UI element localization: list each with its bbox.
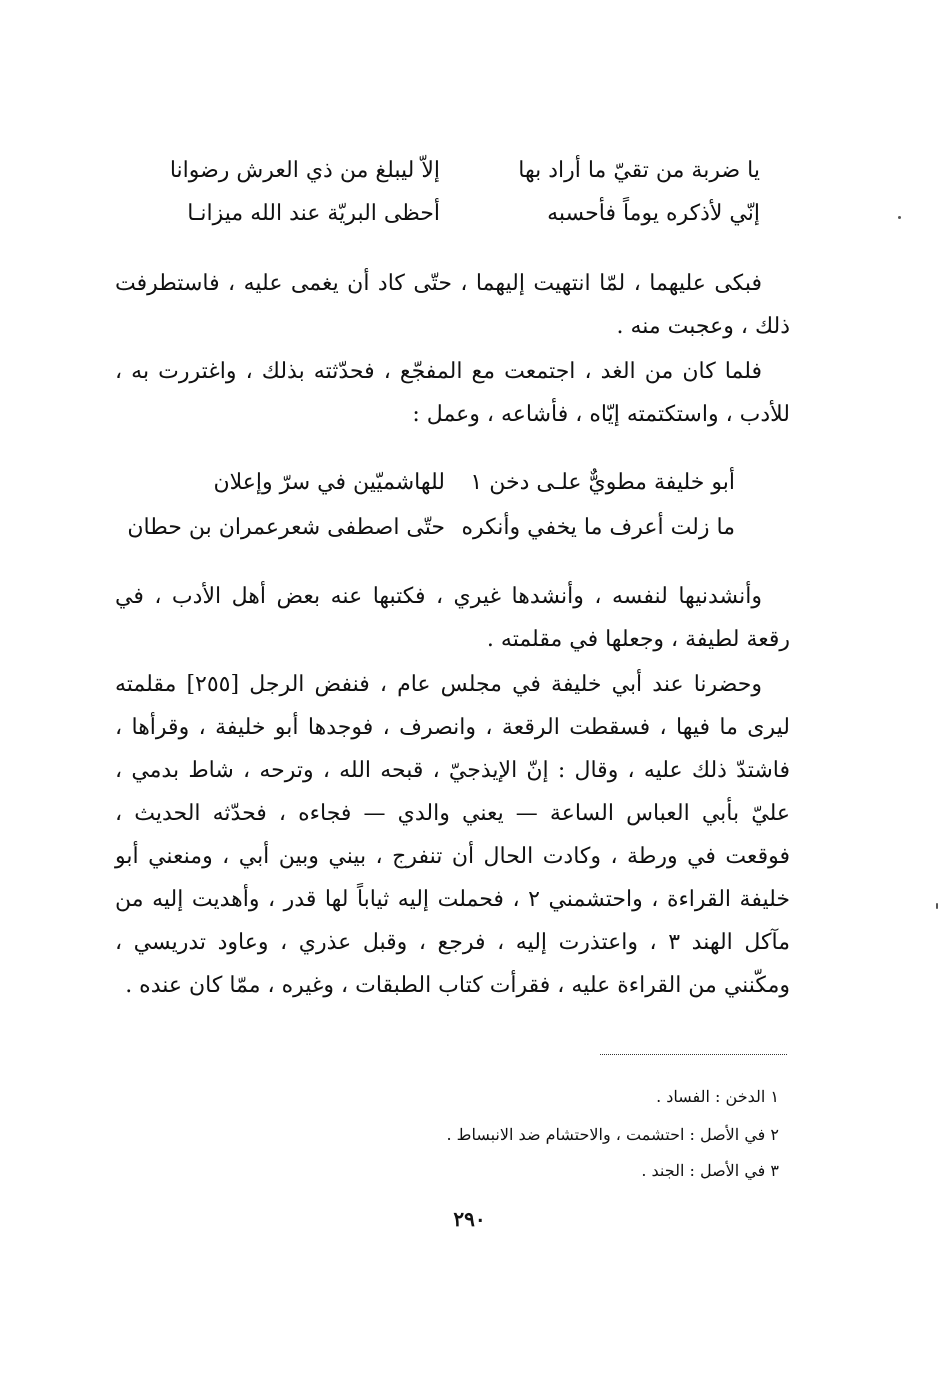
paragraph-text: وحضرنا عند أبي خليفة في مجلس عام ، فنفض الرجل [٢٥٥] مقلمته ليرى ما فيها ، فسقطت الرقعة ، وانصرف ، فوجدها أبو خليفة ، وقرأها ، فاشتدّ ذلك عليه ، وقال : إنّ الإيذجيّ ، قبحه الله ، وترحه ، شاط بدمي ، عليّ بأبي العباس الساعة — يعني والدي — فجاءه ، فحدّثه الحديث ، فوقعت في ورطة ، وكادت الحال أن تنفرج ، بيني وبين أبي ، ومنعني أبو خليفة القراءة ، واحتشمني ٢ ، فحملت إليه ثياباً لها قدر ، وأهديت إليه من مآكل الهند ٣ ، واعتذرت إليه ، فرجع ، وقبل عذري ، وعاود تدريسي ، ومكّنني من القراءة عليه ، فقرأت كتاب الطبقات ، وغيره ، ممّا كان عنده .: [115, 672, 790, 998]
verse-line-1: [150, 150, 760, 190]
page-number: ٢٩٠: [453, 1207, 486, 1231]
verse-hemistich: حتّى اصطفى شعرعمران بن حطان: [127, 514, 445, 540]
verse-line-2: [150, 193, 760, 233]
paragraph-text: وأنشدنيها لنفسه ، وأنشدها غيري ، فكتبها عنه بعض أهل الأدب ، في رقعة لطيفة ، وجعلها في مقلمته .: [115, 584, 790, 652]
paragraph-2: [115, 350, 790, 436]
footnote-2: ٢ في الأصل : احتشمت ، والاحتشام ضد الانبساط .: [446, 1125, 779, 1144]
verse-line-3: [155, 462, 735, 502]
scan-speck: [898, 216, 901, 219]
paragraph-4: [115, 663, 790, 1007]
scan-speck: [936, 903, 938, 909]
paragraph-1: [115, 262, 790, 348]
verse-hemistich: للهاشميّين في سرّ وإعلان: [213, 469, 445, 495]
verse-hemistich: ما زلت أعرف ما يخفي وأنكره: [461, 514, 735, 540]
footnote-1: ١ الدخن : الفساد .: [656, 1087, 779, 1106]
paragraph-text: فلما كان من الغد ، اجتمعت مع المفجّع ، فحدّثته بذلك ، واغتررت به ، للأدب ، واستكتمته إيّاه ، فأشاعه ، وعمل :: [115, 359, 790, 427]
verse-hemistich: يا ضربة من تقيّ ما أراد بها: [518, 157, 760, 183]
footnote-separator: [600, 1054, 787, 1055]
verse-hemistich: أبو خليفة مطويٌّ علـى دخن ١: [470, 469, 735, 495]
verse-hemistich: أحظى البريّة عند الله ميزانـا: [187, 200, 440, 226]
verse-line-4: [127, 507, 735, 547]
verse-hemistich: إلاّ ليبلغ من ذي العرش رضوانا: [169, 157, 440, 183]
footnote-3: ٣ في الأصل : الجند .: [641, 1161, 779, 1180]
paragraph-3: [115, 575, 790, 661]
verse-hemistich: إنّي لأذكره يوماً فأحسبه: [547, 200, 760, 226]
paragraph-text: فبكى عليهما ، لمّا انتهيت إليهما ، حتّى كاد أن يغمى عليه ، فاستطرفت ذلك ، وعجبت منه .: [115, 271, 790, 339]
